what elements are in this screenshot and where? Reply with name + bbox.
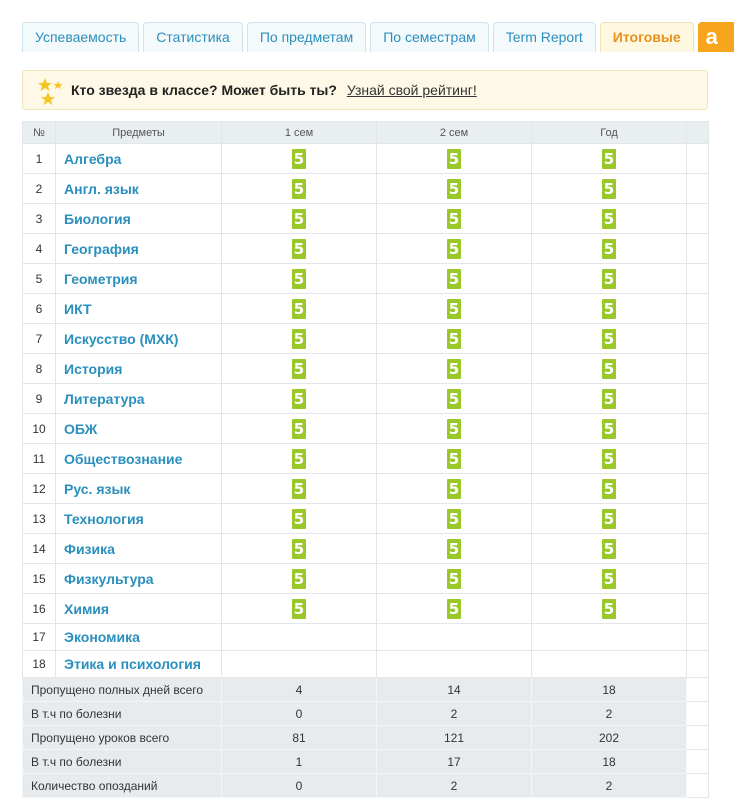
extra-cell — [687, 234, 709, 264]
app-logo[interactable]: a — [698, 22, 734, 52]
stat-sem1: 0 — [222, 702, 377, 726]
grade-mark[interactable]: 5 — [293, 599, 305, 618]
extra-cell — [687, 204, 709, 234]
row-number: 17 — [23, 624, 56, 651]
stat-row — [23, 726, 709, 750]
stat-sem2: 2 — [377, 774, 532, 798]
extra-cell — [687, 774, 709, 798]
grade-mark[interactable]: 5 — [448, 509, 460, 528]
subject-link[interactable]: ИКТ — [56, 294, 222, 324]
stat-label: В т.ч по болезни — [23, 702, 222, 726]
grade-cell-sem1 — [222, 564, 377, 594]
subject-link[interactable]: Искусство (МХК) — [56, 324, 222, 354]
grade-cell-year — [532, 264, 687, 294]
grade-mark[interactable]: 5 — [448, 149, 460, 168]
stat-label: Количество опозданий — [23, 774, 222, 798]
row-number: 1 — [23, 144, 56, 174]
stat-row — [23, 702, 709, 726]
grade-cell-sem1 — [222, 264, 377, 294]
grade-cell-sem1 — [222, 651, 377, 678]
grade-mark[interactable]: 5 — [448, 599, 460, 618]
table-header-row — [23, 122, 709, 144]
grade-cell-sem2 — [377, 414, 532, 444]
grade-cell-sem2 — [377, 624, 532, 651]
row-number: 11 — [23, 444, 56, 474]
grade-cell-sem2 — [377, 204, 532, 234]
subject-link[interactable]: Обществознание — [56, 444, 222, 474]
grade-cell-sem2 — [377, 474, 532, 504]
subject-link[interactable]: Геометрия — [56, 264, 222, 294]
stat-sem2: 17 — [377, 750, 532, 774]
row-number: 14 — [23, 534, 56, 564]
grade-mark[interactable]: 5 — [293, 269, 305, 288]
grade-cell-sem1 — [222, 594, 377, 624]
row-number: 9 — [23, 384, 56, 414]
grade-mark[interactable]: 5 — [293, 389, 305, 408]
table-row — [23, 534, 709, 564]
table-row — [23, 294, 709, 324]
table-row — [23, 504, 709, 534]
stat-sem1: 4 — [222, 678, 377, 702]
grade-mark[interactable]: 5 — [603, 149, 615, 168]
grade-cell-sem1 — [222, 204, 377, 234]
extra-cell — [687, 294, 709, 324]
extra-cell — [687, 726, 709, 750]
banner-question: Кто звезда в классе? Может быть ты? — [71, 82, 337, 98]
extra-cell — [687, 624, 709, 651]
extra-cell — [687, 702, 709, 726]
extra-cell — [687, 534, 709, 564]
grade-mark[interactable]: 5 — [603, 419, 615, 438]
grade-cell-year — [532, 414, 687, 444]
grade-mark[interactable]: 5 — [603, 539, 615, 558]
grade-mark[interactable]: 5 — [293, 419, 305, 438]
grade-cell-sem2 — [377, 294, 532, 324]
grade-mark[interactable]: 5 — [448, 269, 460, 288]
rating-banner — [22, 70, 708, 110]
grade-mark[interactable]: 5 — [293, 449, 305, 468]
grade-mark[interactable]: 5 — [293, 539, 305, 558]
grade-mark[interactable]: 5 — [293, 149, 305, 168]
grade-cell-sem1 — [222, 624, 377, 651]
grade-cell-sem2 — [377, 324, 532, 354]
stat-label: Пропущено полных дней всего — [23, 678, 222, 702]
row-number: 8 — [23, 354, 56, 384]
grade-cell-sem2 — [377, 264, 532, 294]
grade-mark[interactable]: 5 — [603, 569, 615, 588]
grade-mark[interactable]: 5 — [448, 569, 460, 588]
grade-mark[interactable]: 5 — [603, 269, 615, 288]
extra-cell — [687, 174, 709, 204]
grade-mark[interactable]: 5 — [448, 449, 460, 468]
final-grades-table — [22, 121, 709, 798]
subject-link[interactable]: Этика и психология — [56, 651, 222, 678]
extra-cell — [687, 474, 709, 504]
grade-cell-year — [532, 144, 687, 174]
row-number: 16 — [23, 594, 56, 624]
stat-row — [23, 750, 709, 774]
grade-mark[interactable]: 5 — [603, 329, 615, 348]
row-number: 2 — [23, 174, 56, 204]
header-subject: Предметы — [56, 122, 222, 144]
row-number: 18 — [23, 651, 56, 678]
grade-mark[interactable]: 5 — [293, 479, 305, 498]
extra-cell — [687, 354, 709, 384]
row-number: 13 — [23, 504, 56, 534]
stat-sem1: 81 — [222, 726, 377, 750]
extra-cell — [687, 444, 709, 474]
table-row — [23, 594, 709, 624]
grade-cell-sem1 — [222, 144, 377, 174]
grade-cell-sem2 — [377, 504, 532, 534]
stat-row — [23, 678, 709, 702]
stat-label: В т.ч по болезни — [23, 750, 222, 774]
table-row — [23, 564, 709, 594]
grade-cell-year — [532, 384, 687, 414]
stat-year: 2 — [532, 702, 687, 726]
extra-cell — [687, 564, 709, 594]
table-row — [23, 414, 709, 444]
tab-statistics[interactable]: Статистика — [143, 22, 243, 52]
grade-mark[interactable]: 5 — [293, 329, 305, 348]
tab-bar — [22, 22, 734, 52]
header-year: Год — [532, 122, 687, 144]
header-sem1: 1 сем — [222, 122, 377, 144]
subject-link[interactable]: Физика — [56, 534, 222, 564]
stat-sem1: 0 — [222, 774, 377, 798]
table-row — [23, 234, 709, 264]
row-number: 3 — [23, 204, 56, 234]
stat-year: 18 — [532, 750, 687, 774]
grade-cell-year — [532, 504, 687, 534]
grade-cell-sem2 — [377, 444, 532, 474]
header-extra — [687, 122, 709, 144]
grade-cell-year — [532, 324, 687, 354]
stars-icon — [37, 77, 67, 107]
extra-cell — [687, 264, 709, 294]
tab-by-subject[interactable]: По предметам — [247, 22, 366, 52]
table-row — [23, 354, 709, 384]
extra-cell — [687, 384, 709, 414]
stat-sem1: 1 — [222, 750, 377, 774]
grade-cell-sem2 — [377, 354, 532, 384]
grade-mark[interactable]: 5 — [448, 329, 460, 348]
grade-mark[interactable]: 5 — [448, 419, 460, 438]
row-number: 15 — [23, 564, 56, 594]
extra-cell — [687, 504, 709, 534]
stat-year: 202 — [532, 726, 687, 750]
stat-label: Пропущено уроков всего — [23, 726, 222, 750]
grade-mark[interactable]: 5 — [293, 359, 305, 378]
grade-mark[interactable]: 5 — [603, 299, 615, 318]
extra-cell — [687, 594, 709, 624]
grade-cell-sem2 — [377, 384, 532, 414]
grade-mark[interactable]: 5 — [448, 539, 460, 558]
header-sem2: 2 сем — [377, 122, 532, 144]
subject-link[interactable]: Алгебра — [56, 144, 222, 174]
grade-mark[interactable]: 5 — [448, 299, 460, 318]
extra-cell — [687, 324, 709, 354]
grade-cell-year — [532, 444, 687, 474]
grade-mark[interactable]: 5 — [448, 389, 460, 408]
extra-cell — [687, 651, 709, 678]
stat-sem2: 2 — [377, 702, 532, 726]
tab-by-semester[interactable]: По семестрам — [370, 22, 489, 52]
grade-cell-sem2 — [377, 534, 532, 564]
rating-link[interactable]: Узнай свой рейтинг! — [346, 82, 477, 98]
grade-cell-year — [532, 204, 687, 234]
grade-mark[interactable]: 5 — [448, 239, 460, 258]
row-number: 4 — [23, 234, 56, 264]
grade-cell-year — [532, 234, 687, 264]
grade-mark[interactable]: 5 — [448, 479, 460, 498]
grade-cell-sem1 — [222, 504, 377, 534]
grade-mark[interactable]: 5 — [603, 449, 615, 468]
grade-mark[interactable]: 5 — [603, 359, 615, 378]
grade-mark[interactable]: 5 — [603, 179, 615, 198]
stat-row — [23, 774, 709, 798]
grade-cell-year — [532, 174, 687, 204]
tab-performance[interactable]: Успеваемость — [22, 22, 139, 52]
row-number: 5 — [23, 264, 56, 294]
grade-cell-year — [532, 624, 687, 651]
header-num: № — [23, 122, 56, 144]
grade-cell-sem1 — [222, 444, 377, 474]
stat-sem2: 14 — [377, 678, 532, 702]
table-row — [23, 264, 709, 294]
stat-year: 18 — [532, 678, 687, 702]
subject-link[interactable]: Физкультура — [56, 564, 222, 594]
table-row — [23, 384, 709, 414]
grade-cell-sem1 — [222, 234, 377, 264]
subject-link[interactable]: История — [56, 354, 222, 384]
grade-mark[interactable]: 5 — [448, 209, 460, 228]
table-row — [23, 474, 709, 504]
table-row — [23, 174, 709, 204]
grade-mark[interactable]: 5 — [603, 509, 615, 528]
row-number: 10 — [23, 414, 56, 444]
extra-cell — [687, 750, 709, 774]
grade-mark[interactable]: 5 — [603, 389, 615, 408]
tab-term-report[interactable]: Term Report — [493, 22, 596, 52]
grade-mark[interactable]: 5 — [293, 179, 305, 198]
row-number: 12 — [23, 474, 56, 504]
stat-year: 2 — [532, 774, 687, 798]
table-row — [23, 444, 709, 474]
grade-cell-sem2 — [377, 234, 532, 264]
grade-cell-sem1 — [222, 324, 377, 354]
grade-mark[interactable]: 5 — [293, 299, 305, 318]
subject-link[interactable]: Экономика — [56, 624, 222, 651]
subject-link[interactable]: ОБЖ — [56, 414, 222, 444]
grade-cell-year — [532, 354, 687, 384]
subject-link[interactable]: Химия — [56, 594, 222, 624]
grade-cell-sem1 — [222, 384, 377, 414]
subject-link[interactable]: Англ. язык — [56, 174, 222, 204]
grade-cell-sem1 — [222, 414, 377, 444]
subject-link[interactable]: Биология — [56, 204, 222, 234]
table-row — [23, 324, 709, 354]
grade-mark[interactable]: 5 — [293, 509, 305, 528]
subject-link[interactable]: Рус. язык — [56, 474, 222, 504]
grade-cell-year — [532, 294, 687, 324]
tab-final[interactable]: Итоговые — [600, 22, 694, 52]
table-row — [23, 144, 709, 174]
grade-mark[interactable]: 5 — [448, 359, 460, 378]
row-number: 6 — [23, 294, 56, 324]
grade-cell-year — [532, 534, 687, 564]
grade-mark[interactable]: 5 — [293, 239, 305, 258]
extra-cell — [687, 414, 709, 444]
grade-cell-sem1 — [222, 294, 377, 324]
grade-cell-year — [532, 594, 687, 624]
grade-mark[interactable]: 5 — [603, 239, 615, 258]
table-row — [23, 651, 709, 678]
grade-mark[interactable]: 5 — [448, 179, 460, 198]
grade-cell-sem2 — [377, 144, 532, 174]
subject-link[interactable]: Литература — [56, 384, 222, 414]
grade-cell-sem2 — [377, 564, 532, 594]
grade-cell-sem1 — [222, 354, 377, 384]
grade-mark[interactable]: 5 — [603, 599, 615, 618]
grade-cell-sem1 — [222, 534, 377, 564]
grade-cell-sem1 — [222, 174, 377, 204]
grade-cell-year — [532, 651, 687, 678]
grade-cell-sem2 — [377, 594, 532, 624]
stat-sem2: 121 — [377, 726, 532, 750]
grade-mark[interactable]: 5 — [603, 479, 615, 498]
grade-mark[interactable]: 5 — [293, 569, 305, 588]
grade-cell-sem2 — [377, 174, 532, 204]
grade-cell-year — [532, 474, 687, 504]
extra-cell — [687, 678, 709, 702]
row-number: 7 — [23, 324, 56, 354]
subject-link[interactable]: География — [56, 234, 222, 264]
table-row — [23, 204, 709, 234]
subject-link[interactable]: Технология — [56, 504, 222, 534]
grade-cell-sem2 — [377, 651, 532, 678]
grade-mark[interactable]: 5 — [293, 209, 305, 228]
grade-cell-sem1 — [222, 474, 377, 504]
table-row — [23, 624, 709, 651]
grade-mark[interactable]: 5 — [603, 209, 615, 228]
extra-cell — [687, 144, 709, 174]
grade-cell-year — [532, 564, 687, 594]
